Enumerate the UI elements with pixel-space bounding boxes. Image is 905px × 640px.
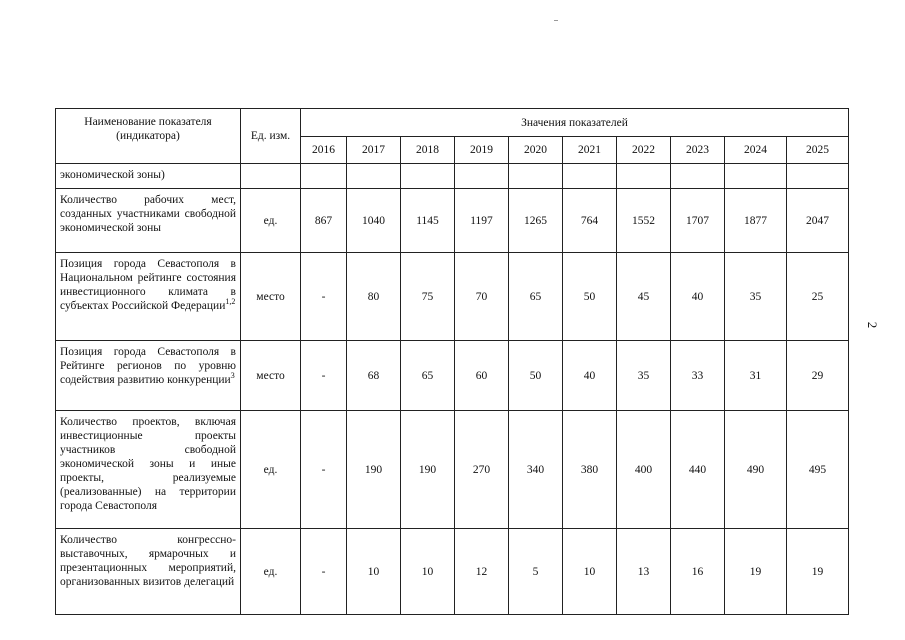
value-cell: 1877	[725, 189, 787, 253]
value-cell: 12	[455, 529, 509, 615]
value-cell	[787, 164, 849, 189]
value-cell: 1197	[455, 189, 509, 253]
header-year: 2018	[401, 137, 455, 164]
value-cell: 1552	[617, 189, 671, 253]
value-cell: 80	[347, 253, 401, 341]
page-number: 2	[865, 321, 880, 329]
value-cell: 490	[725, 411, 787, 529]
value-cell: 1145	[401, 189, 455, 253]
value-cell: 31	[725, 341, 787, 411]
value-cell: 45	[617, 253, 671, 341]
indicator-name: Позиция города Севастополя в Национальном рейтинге состояния инвестиционного климата в субъектах Российской Федерации	[60, 258, 236, 312]
table-row	[56, 529, 849, 615]
unit-cell: ед.	[241, 189, 301, 253]
value-cell	[617, 164, 671, 189]
footnote-ref: 3	[230, 371, 235, 381]
value-cell: 19	[787, 529, 849, 615]
header-year: 2020	[509, 137, 563, 164]
value-cell: 68	[347, 341, 401, 411]
value-cell: 40	[563, 341, 617, 411]
unit-cell	[241, 164, 301, 189]
indicator-name-cell	[56, 341, 241, 411]
header-year: 2016	[301, 137, 347, 164]
value-cell: 70	[455, 253, 509, 341]
header-indicator-name: Наименование показателя (индикатора)	[56, 109, 241, 164]
value-cell: 764	[563, 189, 617, 253]
value-cell: 10	[563, 529, 617, 615]
value-cell	[301, 164, 347, 189]
indicator-name: экономической зоны)	[60, 169, 165, 181]
indicator-name-cell	[56, 253, 241, 341]
value-cell: 19	[725, 529, 787, 615]
value-cell	[509, 164, 563, 189]
value-cell: 400	[617, 411, 671, 529]
value-cell: 5	[509, 529, 563, 615]
value-cell: 340	[509, 411, 563, 529]
header-unit: Ед. изм.	[241, 109, 301, 164]
header-year: 2024	[725, 137, 787, 164]
indicator-name-cell	[56, 164, 241, 189]
value-cell: 495	[787, 411, 849, 529]
value-cell: 440	[671, 411, 725, 529]
value-cell: -	[301, 341, 347, 411]
value-cell	[401, 164, 455, 189]
value-cell	[455, 164, 509, 189]
indicator-name: Количество конгрессно-выставочных, ярмарочных и презентационных мероприятий, организованных визитов делегаций	[60, 534, 236, 588]
value-cell: 50	[563, 253, 617, 341]
value-cell: 40	[671, 253, 725, 341]
value-cell: -	[301, 253, 347, 341]
value-cell	[725, 164, 787, 189]
value-cell: 1707	[671, 189, 725, 253]
value-cell: 35	[725, 253, 787, 341]
value-cell: 1040	[347, 189, 401, 253]
value-cell: 50	[509, 341, 563, 411]
header-year: 2019	[455, 137, 509, 164]
table-row	[56, 341, 849, 411]
header-year: 2021	[563, 137, 617, 164]
unit-cell: ед.	[241, 411, 301, 529]
indicators-table-container	[55, 108, 848, 615]
table-row	[56, 189, 849, 253]
value-cell: 867	[301, 189, 347, 253]
header-year: 2025	[787, 137, 849, 164]
value-cell: 25	[787, 253, 849, 341]
value-cell	[671, 164, 725, 189]
footnote-ref: 1,2	[225, 297, 236, 307]
header-year: 2023	[671, 137, 725, 164]
header-year: 2017	[347, 137, 401, 164]
table-row	[56, 411, 849, 529]
indicator-name: Количество проектов, включая инвестиционные проекты участников свободной экономической зоны и иные проекты, реализуемые (реализованные) на территории города Севастополя	[60, 416, 236, 512]
value-cell: 2047	[787, 189, 849, 253]
value-cell: 380	[563, 411, 617, 529]
value-cell: 33	[671, 341, 725, 411]
value-cell: 65	[401, 341, 455, 411]
value-cell: 65	[509, 253, 563, 341]
value-cell: 1265	[509, 189, 563, 253]
value-cell: 190	[347, 411, 401, 529]
value-cell	[563, 164, 617, 189]
value-cell: -	[301, 411, 347, 529]
value-cell: 75	[401, 253, 455, 341]
indicators-table	[55, 108, 849, 615]
indicator-name-cell	[56, 189, 241, 253]
value-cell: -	[301, 529, 347, 615]
value-cell: 13	[617, 529, 671, 615]
value-cell	[347, 164, 401, 189]
header-year: 2022	[617, 137, 671, 164]
value-cell: 29	[787, 341, 849, 411]
value-cell: 10	[347, 529, 401, 615]
value-cell: 270	[455, 411, 509, 529]
value-cell: 190	[401, 411, 455, 529]
table-row	[56, 164, 849, 189]
indicator-name-cell	[56, 529, 241, 615]
table-row	[56, 253, 849, 341]
unit-cell: ед.	[241, 529, 301, 615]
value-cell: 35	[617, 341, 671, 411]
value-cell: 60	[455, 341, 509, 411]
indicator-name: Позиция города Севастополя в Рейтинге регионов по уровню содействия развитию конкуренции	[60, 346, 236, 386]
header-values: Значения показателей	[301, 109, 849, 137]
value-cell: 16	[671, 529, 725, 615]
unit-cell: место	[241, 341, 301, 411]
scan-dot	[554, 20, 558, 21]
unit-cell: место	[241, 253, 301, 341]
indicator-name: Количество рабочих мест, созданных участниками свободной экономической зоны	[60, 194, 236, 234]
indicator-name-cell	[56, 411, 241, 529]
table-body	[56, 164, 849, 615]
header-row-1	[56, 109, 849, 137]
value-cell: 10	[401, 529, 455, 615]
